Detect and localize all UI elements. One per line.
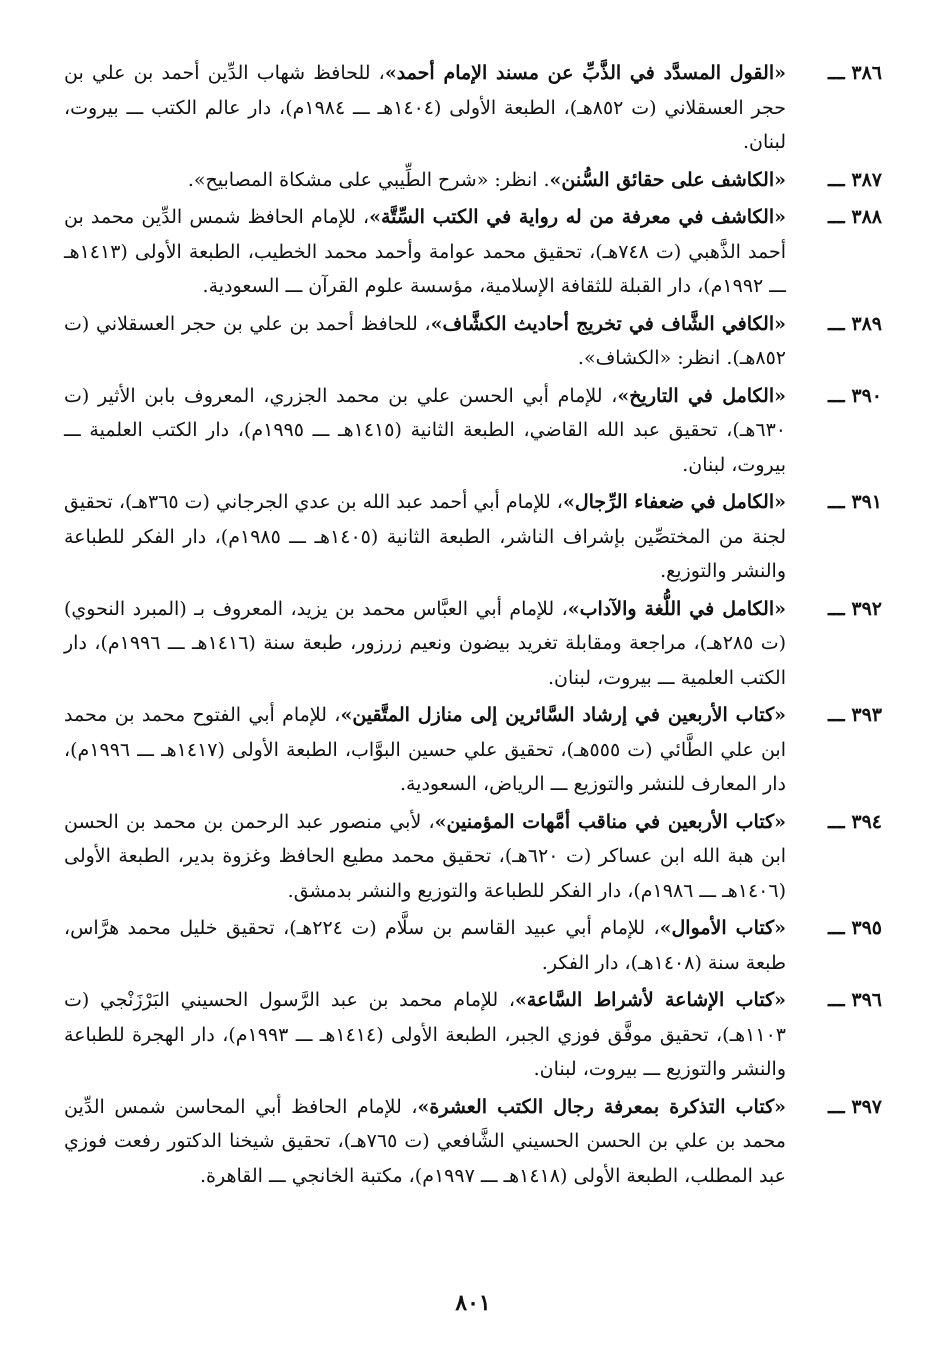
entry-number: ٣٩٦ ـــ — [828, 989, 882, 1011]
entry-description: ، للإمام الحافظ شمس الدِّين محمد بن أحمد الذَّهبي (ت ٧٤٨هـ)، تحقيق محمد عوامة وأحمد محمد الخطيب، الطبعة الأولى (١٤١٣هـ ـــ ١٩٩٢م)، دار القبلة للثقافة الإسلامية، مؤسسة علوم القرآن ـــ السعودية. — [64, 206, 786, 297]
entry-title: «الكاشف على حقائق السُّنن» — [549, 168, 786, 191]
bibliography-entry — [64, 56, 882, 160]
bibliography-entry — [64, 983, 882, 1087]
entry-description: ، للإمام محمد بن عبد الرَّسول الحسيني البَرْزَنْجي (ت ١١٠٣هـ)، تحقيق موفَّق فوزي الجبر، الطبعة الأولى (١٤١٤هـ ـــ ١٩٩٣م)، دار الهجرة للطباعة والنشر والتوزيع ـــ بيروت، لبنان. — [64, 989, 786, 1080]
entry-title: «الكامل في ضعفاء الرِّجال» — [562, 491, 786, 513]
entry-number: ٣٨٨ ـــ — [828, 206, 882, 228]
bibliography-entry — [64, 379, 882, 483]
bibliography-entry — [64, 307, 882, 376]
entry-title: «الكاشف في معرفة من له رواية في الكتب السِّتَّة» — [369, 206, 786, 228]
bibliography-entry — [64, 911, 882, 980]
entry-description: ، للإمام الحافظ أبي المحاسن شمس الدِّين محمد بن علي بن الحسن الحسيني الشَّافعي (ت ٧٦٥هـ)، تحقيق شيخنا الدكتور رفعت فوزي عبد المطلب، الطبعة الأولى (١٤١٨هـ ـــ ١٩٩٧م)، مكتبة الخانجي ـــ القاهرة. — [64, 1095, 786, 1187]
entry-title: «كتاب الأربعين في مناقب أمَّهات المؤمنين» — [434, 810, 786, 833]
entry-title: «الكامل في التاريخ» — [617, 384, 786, 407]
entry-number: ٣٩٠ ـــ — [828, 384, 882, 407]
entry-description: ، لأبي منصور عبد الرحمن بن محمد بن الحسن ابن هبة الله ابن عساكر (ت ٦٢٠هـ)، تحقيق محمد مطيع الحافظ وغزوة بدير، الطبعة الأولى (١٤٠٦هـ ـــ ١٩٨٦م)، دار الفكر للطباعة والتوزيع والنشر بدمشق. — [64, 810, 787, 902]
entry-number: ٣٨٧ ـــ — [828, 168, 882, 191]
entry-number: ٣٩٣ ـــ — [828, 704, 882, 726]
bibliography-entry — [64, 592, 882, 696]
entry-number: ٣٨٩ ـــ — [828, 312, 882, 335]
entry-description: ، للحافظ شهاب الدِّين أحمد بن علي بن حجر العسقلاني (ت ٨٥٢هـ)، الطبعة الأولى (١٤٠٤هـ ـــ ١٩٨٤م)، دار عالم الكتب ـــ بيروت، لبنان. — [64, 62, 786, 153]
page-number: ٨٠١ — [455, 1290, 491, 1316]
entry-number: ٣٩٤ ـــ — [828, 810, 882, 833]
entry-title: «كتاب الإشاعة لأشراط السَّاعة» — [515, 989, 786, 1011]
bibliography-entry — [64, 698, 882, 802]
entry-description: ، للإمام أبي العبَّاس محمد بن يزيد، المعروف بـ (المبرد النحوي) (ت ٢٨٥هـ)، مراجعة ومقابلة تغريد بيضون ونعيم زرزور، طبعة سنة (١٤١٦هـ ـــ ١٩٩٦م)، دار الكتب العلمية ـــ بيروت، لبنان. — [64, 597, 787, 689]
entry-title: «كتاب الأموال» — [659, 917, 787, 939]
entry-number: ٣٩٥ ـــ — [828, 917, 882, 939]
entry-title: «الكافي الشَّاف في تخريج أحاديث الكشَّاف» — [430, 312, 786, 335]
bibliography-entry — [64, 163, 882, 198]
entry-description: ، للحافظ أحمد بن علي بن حجر العسقلاني (ت ٨٥٢هـ). انظر: «الكشاف». — [64, 312, 786, 369]
entry-description: ، للإمام أبي أحمد عبد الله بن عدي الجرجاني (ت ٣٦٥هـ)، تحقيق لجنة من المختصِّين بإشراف الناشر، الطبعة الثانية (١٤٠٥هـ ـــ ١٩٨٥م)، دار الفكر للطباعة والنشر والتوزيع. — [64, 491, 786, 582]
entry-description: ، للإمام أبي الحسن علي بن محمد الجزري، المعروف بابن الأثير (ت ٦٣٠هـ)، تحقيق عبد الله القاضي، الطبعة الثانية (١٤١٥هـ ـــ ١٩٩٥م)، دار الكتب العلمية ـــ بيروت، لبنان. — [64, 384, 786, 476]
bibliography-entry — [64, 805, 882, 909]
entry-number: ٣٨٦ ـــ — [828, 62, 882, 84]
entry-title: «القول المسدَّد في الذَّبِّ عن مسند الإمام أحمد» — [384, 62, 786, 84]
entry-description: ، للإمام أبي عبيد القاسم بن سلَّام (ت ٢٢٤هـ)، تحقيق خليل محمد هرَّاس، طبعة سنة (١٤٠٨هـ)، دار الفكر. — [64, 917, 786, 974]
bibliography-page — [64, 56, 882, 1196]
entry-number: ٣٩٧ ـــ — [828, 1095, 882, 1118]
entry-number: ٣٩١ ـــ — [828, 491, 882, 513]
entry-number: ٣٩٢ ـــ — [828, 597, 882, 620]
bibliography-entry — [64, 485, 882, 589]
bibliography-entry — [64, 200, 882, 304]
entry-title: «كتاب الأربعين في إرشاد السَّائرين إلى منازل المتَّقين» — [340, 704, 787, 726]
entry-description: . انظر: «شرح الطِّيبي على مشكاة المصابيح». — [187, 168, 550, 191]
bibliography-entry — [64, 1090, 882, 1194]
entry-title: «الكامل في اللُّغة والآداب» — [567, 597, 786, 620]
entry-description: ، للإمام أبي الفتوح محمد بن محمد ابن علي الطَّائي (ت ٥٥٥هـ)، تحقيق علي حسين البوَّاب، الطبعة الأولى (١٤١٧هـ ـــ ١٩٩٦م)، دار المعارف للنشر والتوزيع ـــ الرياض، السعودية. — [64, 704, 786, 795]
entry-title: «كتاب التذكرة بمعرفة رجال الكتب العشرة» — [417, 1095, 786, 1118]
